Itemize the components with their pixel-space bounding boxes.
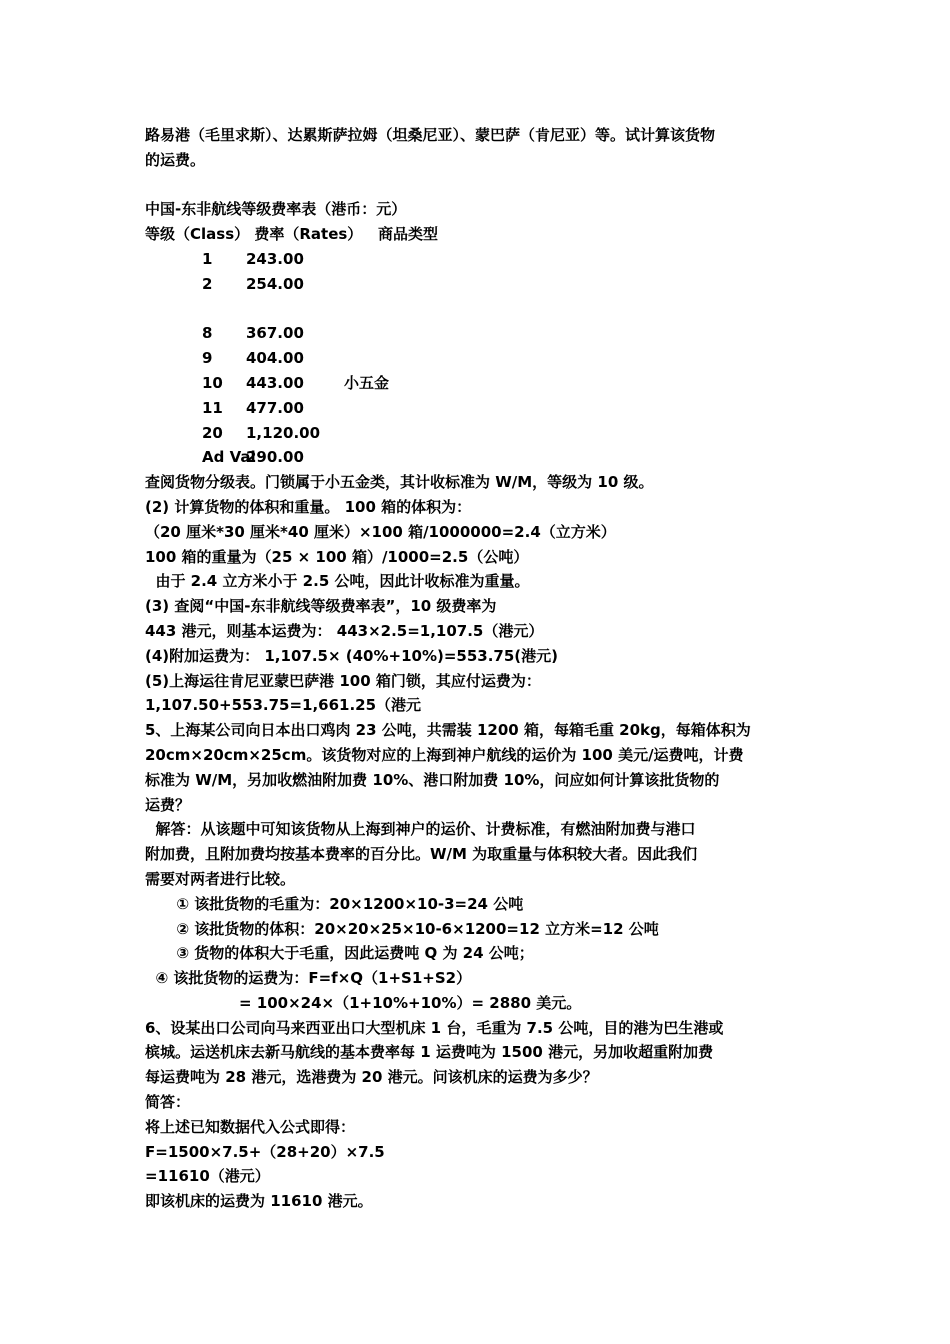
body-line: F=1500×7.5+（28+20）×7.5 [145,1142,385,1161]
body-line: 将上述已知数据代入公式即得： [145,1117,356,1136]
rate-class: 8 [202,324,213,343]
rate-class: 1 [202,249,213,268]
rate-table-row [145,272,765,297]
body-line: (2) 计算货物的体积和重量。 100 箱的体积为： [145,497,472,516]
rate-value: 443.00 [246,373,304,392]
rate-table-title: 中国-东非航线等级费率表（港币：元） [145,200,407,219]
body-line: =11610（港元） [145,1167,270,1186]
body-line: ③ 货物的体积大于毛重，因此运费吨 Q 为 24 公吨； [145,944,534,963]
body-line: 运费？ [145,795,191,814]
rate-table-row [145,396,765,421]
rate-value: 1,120.00 [246,423,321,442]
rate-class: 11 [202,398,223,417]
body-line: (4)附加运费为： 1,107.5× (40%+10%)=553.75(港元) [145,646,558,665]
body-line: 简答： [145,1093,191,1112]
rate-value: 367.00 [246,324,304,343]
rate-table-row [145,371,765,396]
rate-value: 404.00 [246,349,304,368]
rate-value: 254.00 [246,274,304,293]
body-line: ② 该批货物的体积：20×20×25×10-6×1200=12 立方米=12 公吨 [145,919,659,938]
rate-class: Ad Val [202,448,256,467]
rate-value: 477.00 [246,398,304,417]
body-line: (3) 查阅“中国-东非航线等级费率表”，10 级费率为 [145,597,497,616]
rate-class: 20 [202,423,223,442]
body-line: 每运费吨为 28 港元，选港费为 20 港元。问该机床的运费为多少？ [145,1068,598,1087]
rate-class: 9 [202,349,213,368]
body-line: 20cm×20cm×25cm。该货物对应的上海到神户航线的运价为 100 美元/运费吨，计费 [145,745,744,764]
intro-line: 的运费。 [145,150,206,169]
rate-type: 小五金 [344,373,390,392]
rate-table-header: 等级（Class） 费率（Rates） 商品类型 [145,225,438,244]
rate-value: 243.00 [246,249,304,268]
rate-table-row [145,247,765,272]
body-line: ① 该批货物的毛重为：20×1200×10-3=24 公吨 [145,894,524,913]
body-line: 100 箱的重量为（25 × 100 箱）/1000=2.5（公吨） [145,547,529,566]
rate-table-row [145,421,765,446]
rate-class: 2 [202,274,213,293]
body-line: 需要对两者进行比较。 [145,869,296,888]
body-line: 6、设某出口公司向马来西亚出口大型机床 1 台，毛重为 7.5 公吨，目的港为巴生港或 [145,1018,724,1037]
body-line: 即该机床的运费为 11610 港元。 [145,1192,373,1211]
body-line: 由于 2.4 立方米小于 2.5 公吨，因此计收标准为重量。 [145,572,530,591]
body-line: （20 厘米*30 厘米*40 厘米）×100 箱/1000000=2.4（立方米） [145,522,616,541]
body-line: 解答：从该题中可知该货物从上海到神户的运价、计费标准，有燃油附加费与港口 [145,820,696,839]
body-line: 附加费，且附加费均按基本费率的百分比。W/M 为取重量与体积较大者。因此我们 [145,845,698,864]
rate-table-row [145,321,765,346]
body-line: 查阅货物分级表。门锁属于小五金类，其计收标准为 W/M，等级为 10 级。 [145,473,654,492]
blank-line [145,297,765,322]
rate-class: 10 [202,373,223,392]
body-line: ④ 该批货物的运费为：F=f×Q（1+S1+S2） [145,969,472,988]
rate-table-row [145,346,765,371]
intro-line: 路易港（毛里求斯）、达累斯萨拉姆（坦桑尼亚）、蒙巴萨（肯尼亚）等。试计算该货物 [145,126,716,144]
body-line: 槟城。运送机床去新马航线的基本费率每 1 运费吨为 1500 港元，另加收超重附加费 [145,1043,714,1062]
body-line: 443 港元，则基本运费为： 443×2.5=1,107.5（港元） [145,621,544,640]
rate-table-row [145,445,765,470]
blank-line [145,173,765,198]
body-line: 1,107.50+553.75=1,661.25（港元 [145,696,422,715]
body-line: 标准为 W/M，另加收燃油附加费 10%、港口附加费 10%，问应如何计算该批货物的 [145,770,720,789]
rate-value: 290.00 [246,448,304,467]
body-line: 5、上海某公司向日本出口鸡肉 23 公吨，共需装 1200 箱，每箱毛重 20kg，每箱体积为 [145,721,751,740]
document-page [145,123,765,1214]
body-line: = 100×24×（1+10%+10%）= 2880 美元。 [145,993,582,1012]
body-line: (5)上海运往肯尼亚蒙巴萨港 100 箱门锁，其应付运费为： [145,671,541,690]
